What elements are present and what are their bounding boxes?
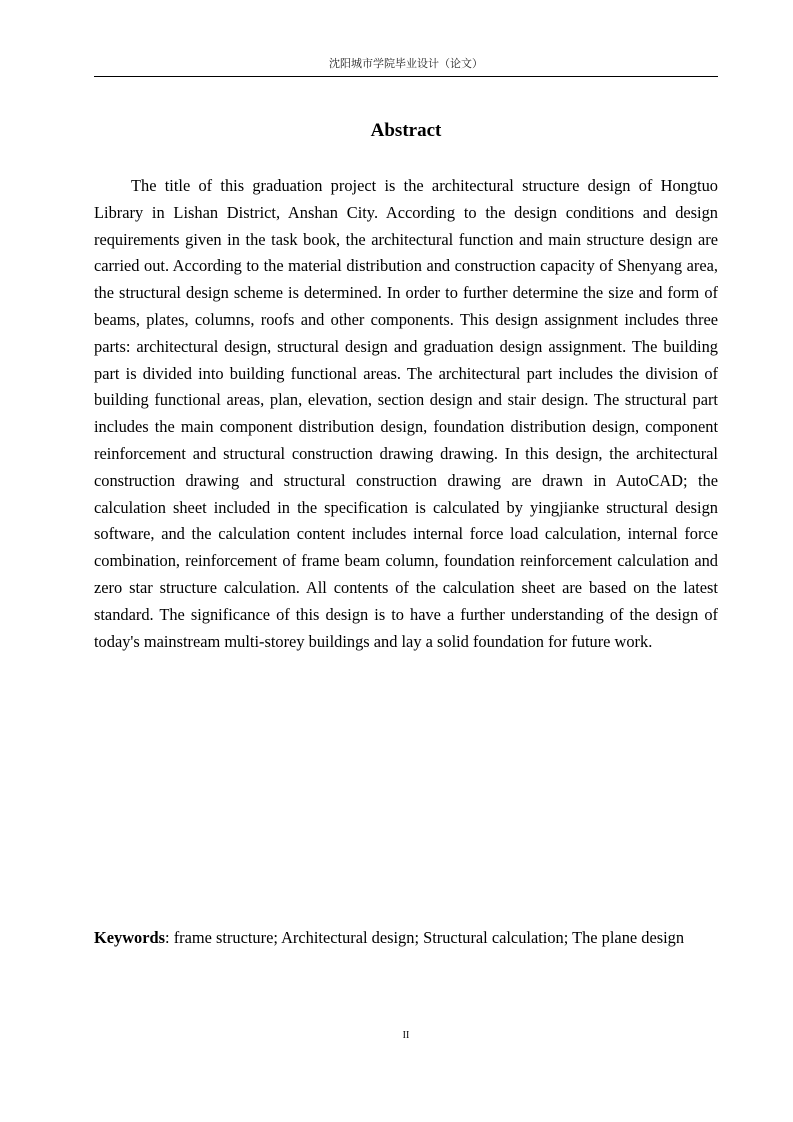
page-number: II: [402, 1030, 410, 1041]
keywords-label: Keywords: [94, 928, 166, 947]
abstract-title: Abstract: [370, 120, 442, 141]
keywords-paragraph: [94, 925, 718, 952]
keywords-text: frame structure; Architectural design; Structural calculation; The plane design: [169, 928, 685, 947]
header-rule: [94, 76, 718, 77]
abstract-body: The title of this graduation project is the architectural structure design of Hongtuo Library in Lishan District, Anshan City. According to the design conditions and design requirements given in the task book, the architectural function and main structure design are carried out. According to the material distribution and construction capacity of Shenyang area, the structural design scheme is determined. In order to further determine the size and form of beams, plates, columns, roofs and other components. This design assignment includes three parts: architectural design, structural design and graduation design assignment. The building part is divided into building functional areas. The architectural part includes the division of building functional areas, plan, elevation, section design and stair design. The structural part includes the main component distribution design, foundation distribution design, component reinforcement and structural construction drawing drawing. In this design, the architectural construction drawing and structural construction drawing are drawn in AutoCAD; the calculation sheet included in the specification is calculated by yingjianke structural design software, and the calculation content includes internal force load calculation, internal force combination, reinforcement of frame beam column, foundation reinforcement calculation and zero star structure calculation. All contents of the calculation sheet are based on the latest standard. The significance of this design is to have a further understanding of the design of today's mainstream multi-storey buildings and lay a solid foundation for future work.: [94, 176, 718, 651]
page-header: 沈阳城市学院毕业设计（论文）: [329, 57, 483, 70]
keywords-separator: :: [165, 928, 170, 947]
